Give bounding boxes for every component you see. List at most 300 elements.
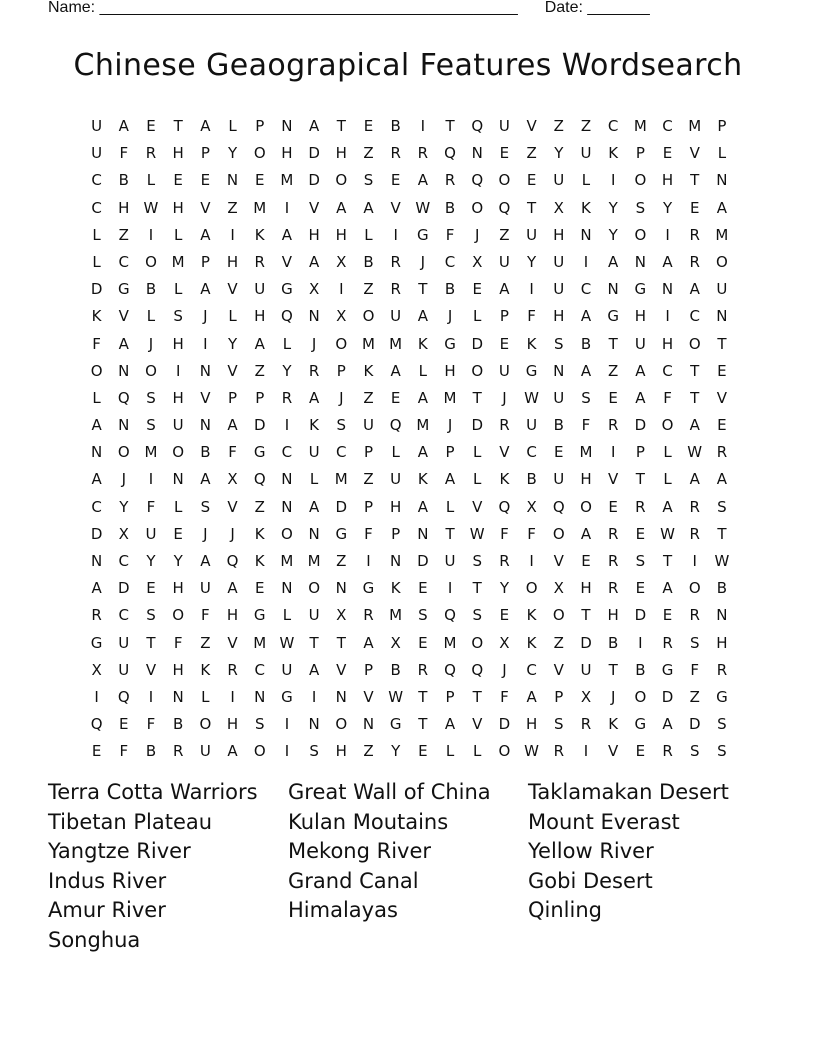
grid-letter[interactable]: K [526,633,537,652]
grid-letter[interactable]: L [445,497,455,516]
grid-letter[interactable]: A [689,470,700,489]
grid-letter[interactable]: Y [146,552,156,570]
grid-letter[interactable]: U [580,660,592,679]
grid-letter[interactable]: N [172,470,184,489]
grid-letter[interactable]: I [420,117,426,135]
grid-letter[interactable]: K [417,334,428,353]
grid-letter[interactable]: V [200,388,211,407]
grid-letter[interactable]: B [444,280,456,299]
grid-letter[interactable]: D [253,416,266,435]
grid-letter[interactable]: D [335,497,348,516]
grid-letter[interactable]: E [418,579,428,598]
grid-letter[interactable]: N [281,470,293,489]
grid-letter[interactable]: R [91,606,102,625]
grid-letter[interactable]: F [527,307,536,326]
grid-letter[interactable]: A [444,715,456,734]
grid-letter[interactable]: I [203,334,208,353]
grid-letter[interactable]: M [280,552,294,570]
grid-letter[interactable]: E [608,388,618,407]
grid-letter[interactable]: D [498,715,511,734]
grid-letter[interactable]: A [580,361,592,380]
grid-letter[interactable]: H [172,198,184,217]
grid-letter[interactable]: S [418,606,428,625]
grid-letter[interactable]: C [526,443,537,462]
grid-letter[interactable]: X [118,524,129,543]
grid-letter[interactable]: L [663,470,672,489]
grid-letter[interactable]: H [661,334,674,353]
grid-letter[interactable]: P [228,388,238,407]
grid-letter[interactable]: S [146,388,156,407]
grid-letter[interactable]: A [526,687,537,706]
grid-letter[interactable]: H [525,715,538,734]
grid-letter[interactable]: R [689,606,700,625]
grid-letter[interactable]: V [553,660,564,679]
grid-letter[interactable]: B [635,660,646,679]
grid-letter[interactable]: K [309,416,320,435]
grid-letter[interactable]: A [417,443,428,462]
grid-letter[interactable]: N [471,144,483,163]
grid-letter[interactable]: V [227,280,238,299]
grid-letter[interactable]: A [417,388,428,407]
grid-letter[interactable]: H [390,497,402,516]
grid-letter[interactable]: X [227,470,238,489]
grid-letter[interactable]: A [227,579,238,598]
grid-letter[interactable]: T [418,687,428,706]
grid-letter[interactable]: U [91,144,103,163]
grid-letter[interactable]: A [308,252,320,271]
grid-letter[interactable]: Z [363,144,374,163]
grid-letter[interactable]: C [662,361,673,380]
grid-letter[interactable]: H [634,307,646,326]
grid-letter[interactable]: G [716,687,728,706]
grid-letter[interactable]: G [281,687,293,706]
grid-letter[interactable]: A [91,416,102,435]
grid-letter[interactable]: D [661,687,674,706]
grid-letter[interactable]: A [417,307,428,326]
grid-letter[interactable]: E [418,633,428,652]
grid-letter[interactable]: O [498,171,511,190]
grid-letter[interactable]: Z [580,117,592,135]
grid-letter[interactable]: H [335,144,347,163]
grid-letter[interactable]: R [417,660,429,679]
grid-letter[interactable]: Y [282,361,292,380]
grid-letter[interactable]: Q [552,497,565,516]
grid-letter[interactable]: E [635,524,646,543]
grid-letter[interactable]: I [284,416,290,435]
grid-letter[interactable]: T [635,470,645,489]
grid-letter[interactable]: X [308,280,320,299]
grid-letter[interactable]: L [473,443,482,462]
grid-letter[interactable]: I [339,280,344,299]
grid-letter[interactable]: L [717,144,727,163]
grid-letter[interactable]: L [173,225,183,244]
grid-letter[interactable]: E [472,280,482,299]
grid-letter[interactable]: Q [389,416,402,435]
grid-letter[interactable]: T [717,334,727,353]
grid-letter[interactable]: O [525,579,538,598]
grid-letter[interactable]: J [502,660,507,679]
grid-letter[interactable]: B [526,470,537,489]
grid-letter[interactable]: E [173,524,183,543]
grid-letter[interactable]: A [308,497,320,516]
grid-letter[interactable]: B [716,579,728,598]
grid-letter[interactable]: F [690,660,700,679]
grid-letter[interactable]: Z [526,144,537,163]
grid-letter[interactable]: G [525,361,538,380]
grid-letter[interactable]: T [445,524,455,543]
grid-letter[interactable]: L [445,742,455,761]
grid-letter[interactable]: E [689,198,700,217]
grid-letter[interactable]: T [608,660,618,679]
grid-letter[interactable]: B [580,334,592,353]
grid-letter[interactable]: A [580,524,592,543]
grid-letter[interactable]: X [526,497,537,516]
grid-letter[interactable]: G [253,606,266,625]
grid-letter[interactable]: F [119,144,129,163]
grid-letter[interactable]: I [610,171,616,190]
grid-letter[interactable]: M [633,117,647,135]
grid-letter[interactable]: A [200,552,211,570]
grid-letter[interactable]: O [634,687,647,706]
grid-letter[interactable]: X [336,252,347,271]
grid-letter[interactable]: H [553,307,565,326]
grid-letter[interactable]: J [420,252,426,271]
grid-letter[interactable]: F [146,715,156,734]
grid-letter[interactable]: U [390,307,402,326]
grid-letter[interactable]: A [308,117,320,135]
grid-letter[interactable]: O [253,742,266,761]
grid-letter[interactable]: M [443,388,457,407]
grid-letter[interactable]: R [254,252,265,271]
grid-letter[interactable]: N [580,225,592,244]
grid-letter[interactable]: Z [336,552,347,570]
grid-letter[interactable]: R [689,497,700,516]
grid-letter[interactable]: N [308,524,320,543]
grid-letter[interactable]: M [171,252,185,271]
grid-letter[interactable]: G [389,715,402,734]
grid-letter[interactable]: V [308,198,320,217]
grid-letter[interactable]: A [635,361,646,380]
grid-letter[interactable]: G [634,280,647,299]
grid-letter[interactable]: V [390,198,401,217]
grid-letter[interactable]: P [255,117,265,135]
grid-letter[interactable]: U [498,361,510,380]
grid-letter[interactable]: O [552,606,565,625]
grid-letter[interactable]: R [499,552,510,570]
grid-letter[interactable]: T [336,633,346,652]
grid-letter[interactable]: O [580,497,592,516]
grid-letter[interactable]: E [526,171,537,190]
grid-letter[interactable]: D [118,579,130,598]
grid-letter[interactable]: R [499,416,510,435]
grid-letter[interactable]: A [363,633,374,652]
grid-letter[interactable]: E [91,742,102,761]
grid-letter[interactable]: Y [608,198,618,217]
grid-letter[interactable]: P [200,144,210,163]
grid-letter[interactable]: V [363,687,374,706]
grid-letter[interactable]: P [255,388,265,407]
grid-letter[interactable]: V [227,497,238,516]
grid-letter[interactable]: F [92,334,101,353]
grid-letter[interactable]: V [336,660,347,679]
grid-letter[interactable]: N [254,687,266,706]
grid-letter[interactable]: R [308,361,320,380]
grid-letter[interactable]: P [554,687,564,706]
grid-letter[interactable]: F [663,388,672,407]
grid-letter[interactable]: I [692,552,697,570]
grid-letter[interactable]: R [607,524,619,543]
grid-letter[interactable]: Q [90,715,103,734]
grid-letter[interactable]: W [469,524,485,543]
grid-letter[interactable]: A [635,388,646,407]
grid-letter[interactable]: P [363,443,373,462]
grid-letter[interactable]: A [662,579,673,598]
grid-letter[interactable]: I [94,687,99,706]
grid-letter[interactable]: V [689,144,700,163]
grid-letter[interactable]: H [172,660,184,679]
grid-letter[interactable]: W [714,552,730,570]
grid-letter[interactable]: I [148,225,154,244]
grid-letter[interactable]: A [200,470,211,489]
grid-letter[interactable]: O [145,252,157,271]
grid-letter[interactable]: L [282,606,292,625]
grid-letter[interactable]: U [172,416,184,435]
grid-letter[interactable]: E [554,443,564,462]
grid-letter[interactable]: D [471,416,483,435]
grid-letter[interactable]: O [335,334,348,353]
grid-letter[interactable]: B [608,633,619,652]
grid-letter[interactable]: X [499,633,510,652]
grid-letter[interactable]: T [527,198,537,217]
grid-letter[interactable]: N [281,579,293,598]
grid-letter[interactable]: A [689,416,700,435]
grid-letter[interactable]: E [146,579,156,598]
grid-letter[interactable]: C [118,552,130,570]
grid-letter[interactable]: A [308,660,320,679]
grid-letter[interactable]: N [199,361,211,380]
grid-letter[interactable]: V [526,117,537,135]
grid-letter[interactable]: F [119,742,129,761]
grid-letter[interactable]: R [662,633,673,652]
grid-letter[interactable]: E [390,388,401,407]
grid-letter[interactable]: D [688,715,701,734]
grid-letter[interactable]: C [580,280,592,299]
grid-letter[interactable]: L [418,361,428,380]
grid-letter[interactable]: U [526,225,538,244]
grid-letter[interactable]: R [363,606,374,625]
grid-letter[interactable]: D [308,171,320,190]
grid-letter[interactable]: R [607,552,619,570]
grid-letter[interactable]: H [226,606,239,625]
grid-letter[interactable]: V [716,388,728,407]
grid-letter[interactable]: O [471,361,484,380]
grid-letter[interactable]: A [444,470,456,489]
grid-letter[interactable]: M [389,606,403,625]
grid-letter[interactable]: L [173,497,183,516]
grid-letter[interactable]: A [716,198,728,217]
grid-letter[interactable]: A [662,715,673,734]
grid-letter[interactable]: N [661,280,674,299]
grid-letter[interactable]: L [228,307,237,326]
grid-letter[interactable]: U [118,660,130,679]
grid-letter[interactable]: Z [363,470,374,489]
grid-letter[interactable]: J [230,524,235,543]
grid-letter[interactable]: Q [471,660,484,679]
grid-letter[interactable]: Z [553,633,564,652]
grid-letter[interactable]: D [471,334,483,353]
grid-letter[interactable]: W [524,742,540,761]
grid-letter[interactable]: K [608,715,619,734]
grid-letter[interactable]: Q [117,687,130,706]
grid-letter[interactable]: L [364,225,373,244]
grid-letter[interactable]: A [91,470,102,489]
grid-letter[interactable]: U [716,280,728,299]
grid-letter[interactable]: S [173,307,183,326]
grid-letter[interactable]: Q [471,171,484,190]
grid-letter[interactable]: O [335,171,348,190]
grid-letter[interactable]: Y [227,334,238,353]
grid-letter[interactable]: V [472,715,483,734]
grid-letter[interactable]: C [118,606,130,625]
grid-letter[interactable]: Y [608,225,618,244]
grid-letter[interactable]: H [226,252,239,271]
grid-letter[interactable]: E [635,579,646,598]
grid-letter[interactable]: L [146,307,156,326]
grid-letter[interactable]: O [471,198,484,217]
grid-letter[interactable]: D [90,524,103,543]
grid-letter[interactable]: X [580,687,592,706]
grid-letter[interactable]: M [253,198,267,217]
grid-letter[interactable]: O [471,633,484,652]
grid-letter[interactable]: J [475,225,480,244]
grid-letter[interactable]: R [607,579,619,598]
grid-letter[interactable]: U [553,388,565,407]
grid-letter[interactable]: V [472,497,483,516]
grid-letter[interactable]: T [690,361,700,380]
grid-letter[interactable]: Y [554,144,564,163]
grid-letter[interactable]: P [445,443,455,462]
grid-letter[interactable]: O [172,606,185,625]
grid-letter[interactable]: H [335,225,347,244]
grid-letter[interactable]: Q [117,388,130,407]
grid-letter[interactable]: B [390,117,401,135]
grid-letter[interactable]: C [336,443,347,462]
grid-letter[interactable]: Y [173,552,183,570]
grid-letter[interactable]: J [203,524,208,543]
grid-letter[interactable]: D [634,416,647,435]
grid-letter[interactable]: R [607,416,619,435]
grid-letter[interactable]: N [390,552,402,570]
grid-letter[interactable]: C [444,252,456,271]
grid-letter[interactable]: K [417,470,428,489]
grid-letter[interactable]: A [200,225,211,244]
grid-letter[interactable]: V [200,198,211,217]
grid-letter[interactable]: H [172,388,184,407]
grid-letter[interactable]: F [146,497,156,516]
grid-letter[interactable]: L [228,117,237,135]
grid-letter[interactable]: M [144,443,158,462]
grid-letter[interactable]: G [281,280,293,299]
grid-letter[interactable]: R [635,497,646,516]
grid-letter[interactable]: T [608,334,618,353]
grid-letter[interactable]: I [366,552,371,570]
grid-letter[interactable]: T [717,524,727,543]
grid-letter[interactable]: O [634,225,647,244]
grid-letter[interactable]: B [444,198,456,217]
grid-letter[interactable]: H [118,198,130,217]
grid-letter[interactable]: L [309,470,319,489]
grid-letter[interactable]: T [472,687,482,706]
grid-letter[interactable]: I [148,687,154,706]
grid-letter[interactable]: I [583,742,589,761]
grid-letter[interactable]: C [526,660,537,679]
grid-letter[interactable]: N [308,715,320,734]
grid-letter[interactable]: P [336,361,346,380]
grid-letter[interactable]: V [118,307,129,326]
grid-letter[interactable]: N [90,443,103,462]
date-field[interactable]: _______ [587,0,650,16]
grid-letter[interactable]: R [689,252,700,271]
grid-letter[interactable]: Z [363,388,374,407]
grid-letter[interactable]: Z [608,361,619,380]
grid-letter[interactable]: J [447,416,453,435]
grid-letter[interactable]: M [307,552,321,570]
grid-letter[interactable]: H [226,715,239,734]
grid-letter[interactable]: J [203,307,208,326]
grid-letter[interactable]: A [417,171,428,190]
grid-letter[interactable]: N [716,307,728,326]
grid-letter[interactable]: U [362,416,374,435]
grid-letter[interactable]: T [662,552,673,570]
grid-letter[interactable]: E [418,742,428,761]
grid-letter[interactable]: L [92,252,101,271]
grid-letter[interactable]: G [335,524,348,543]
grid-letter[interactable]: N [607,280,619,299]
grid-letter[interactable]: M [443,633,457,652]
grid-letter[interactable]: R [689,225,700,244]
grid-letter[interactable]: R [662,742,673,761]
grid-letter[interactable]: N [199,416,211,435]
grid-letter[interactable]: A [580,307,592,326]
grid-letter[interactable]: H [607,606,619,625]
grid-letter[interactable]: E [254,579,265,598]
grid-letter[interactable]: F [228,443,237,462]
grid-letter[interactable]: U [281,660,293,679]
grid-letter[interactable]: Z [553,117,564,135]
grid-letter[interactable]: T [690,388,700,407]
grid-letter[interactable]: P [200,252,210,271]
grid-letter[interactable]: Z [227,198,238,217]
grid-letter[interactable]: J [311,334,317,353]
grid-letter[interactable]: N [308,307,320,326]
grid-letter[interactable]: S [146,416,156,435]
grid-letter[interactable]: V [608,470,619,489]
grid-letter[interactable]: S [717,715,727,734]
grid-letter[interactable]: U [199,579,211,598]
grid-letter[interactable]: T [418,280,428,299]
grid-letter[interactable]: M [389,334,403,353]
grid-letter[interactable]: Q [498,497,511,516]
grid-letter[interactable]: Z [499,225,510,244]
grid-letter[interactable]: Y [227,144,238,163]
grid-letter[interactable]: I [665,307,670,326]
grid-letter[interactable]: F [527,524,536,543]
grid-letter[interactable]: G [417,225,429,244]
grid-letter[interactable]: X [553,198,564,217]
grid-letter[interactable]: L [663,443,672,462]
grid-letter[interactable]: U [580,144,592,163]
grid-letter[interactable]: S [146,606,156,625]
